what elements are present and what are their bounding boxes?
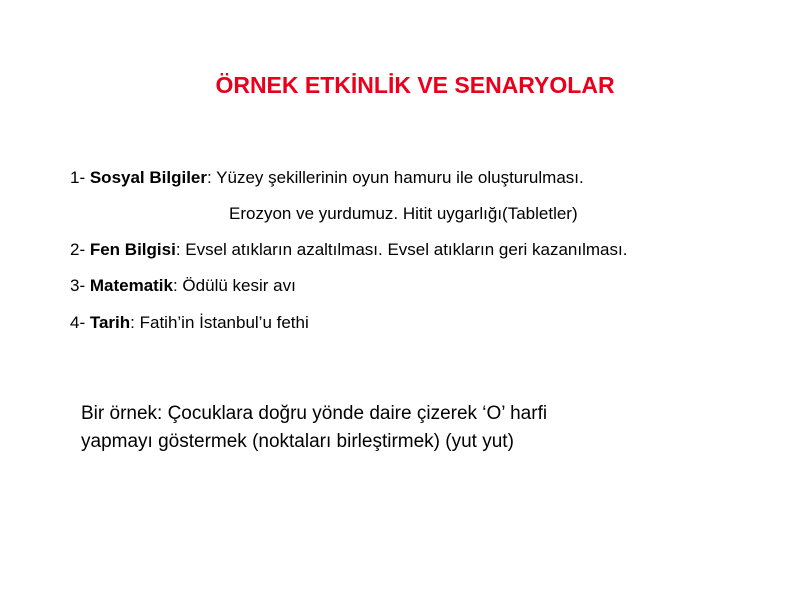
item-3-text: : Ödülü kesir avı	[172, 276, 296, 295]
list-item-1	[70, 168, 584, 188]
item-1-text: : Yüzey şekillerinin oyun hamuru ile oluşturulması.	[207, 168, 584, 187]
list-item-1-continuation: Erozyon ve yurdumuz. Hitit uygarlığı(Tabletler)	[229, 204, 578, 223]
list-item-3	[70, 276, 296, 296]
item-4-text: : Fatih’in İstanbul’u fethi	[130, 313, 309, 332]
slide-title: ÖRNEK ETKİNLİK VE SENARYOLAR	[215, 72, 615, 98]
item-3-prefix: 3-	[70, 276, 90, 295]
item-4-subject: Tarih	[89, 313, 131, 332]
example-line-2: yapmayı göstermek (noktaları birleştirmek) (yut yut)	[81, 431, 514, 452]
item-2-text: : Evsel atıkların azaltılması. Evsel atıkların geri kazanılması.	[175, 240, 628, 259]
item-4-prefix: 4-	[70, 313, 90, 332]
item-2-prefix: 2-	[70, 240, 90, 259]
list-item-2	[70, 240, 627, 260]
item-2-subject: Fen Bilgisi	[89, 240, 176, 259]
item-3-subject: Matematik	[89, 276, 173, 295]
example-line-1: Bir örnek: Çocuklara doğru yönde daire çizerek ‘O’ harfi	[81, 403, 548, 424]
item-1-prefix: 1-	[70, 168, 90, 187]
list-item-4	[70, 313, 309, 333]
example-text	[81, 400, 701, 456]
item-1-subject: Sosyal Bilgiler	[89, 168, 208, 187]
